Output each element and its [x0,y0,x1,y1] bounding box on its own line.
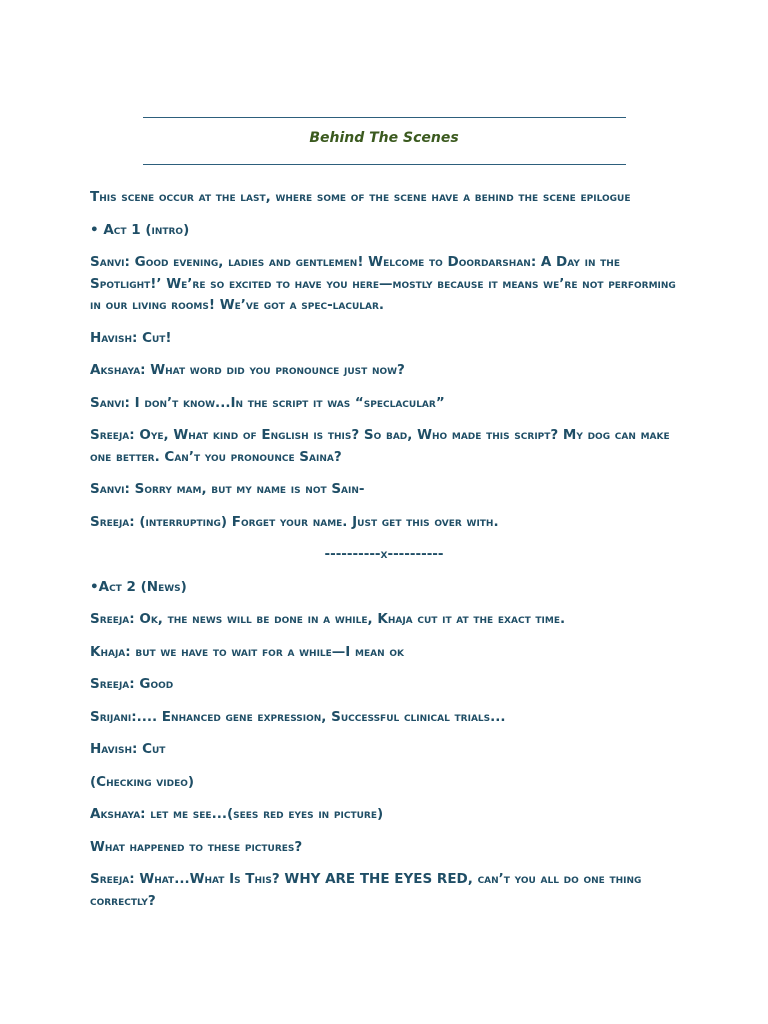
dialogue-line: Sanvi: Sorry mam, but my name is not Sain- [90,481,365,497]
document-title: Behind The Scenes [309,130,459,146]
dialogue-line: Havish: Cut! [90,329,172,346]
dialogue-line: What happened to these pictures? [90,838,303,855]
title-top-rule [143,117,626,118]
act-2-heading: •Act 2 (News) [90,578,187,595]
act-1-heading: • Act 1 (intro) [90,221,190,238]
dialogue-line: Srijani:.... Enhanced gene expression, Successful clinical trials... [90,708,506,725]
dialogue-line: Sreeja: Ok, the news will be done in a while, Khaja cut it at the exact time. [90,611,566,627]
section-separator: ----------x---------- [324,546,444,562]
intro-paragraph: This scene occur at the last, where some of the scene have a behind the scene epilogue [90,189,631,205]
final-line-end: , can’t you all do one thing correctly? [90,871,642,909]
final-dialogue-line [90,869,690,912]
dialogue-line: Havish: Cut [90,741,166,757]
dialogue-line: Akshaya: let me see...(sees red eyes in picture) [90,806,384,822]
final-line-start: Sreeja: What...What Is This? [90,871,285,887]
stage-direction: (Checking video) [90,773,195,790]
dialogue-line: Akshaya: What word did you pronounce just now? [90,362,405,378]
dialogue-line: Sanvi: I don’t know...In the script it was “speclacular” [90,394,445,411]
shouted-text: WHY ARE THE EYES RED [284,871,468,887]
dialogue-line: Sanvi: Good evening, ladies and gentlemen! Welcome to Doordarshan: A Day in the Spotlight!’ We’re so excited to have you here—mostly because it means we’re not performing in our living rooms! We’ve got a spec-lacular. [90,254,676,313]
dialogue-line: Sreeja: Good [90,676,174,692]
title-bottom-rule [143,164,626,165]
dialogue-line: Sreeja: (interrupting) Forget your name. Just get this over with. [90,513,499,530]
dialogue-line: Sreeja: Oye, What kind of English is this? So bad, Who made this script? My dog can make one better. Can’t you pronounce Saina? [90,427,670,465]
document-body [90,187,690,923]
dialogue-line: Khaja: but we have to wait for a while—I mean ok [90,643,404,660]
